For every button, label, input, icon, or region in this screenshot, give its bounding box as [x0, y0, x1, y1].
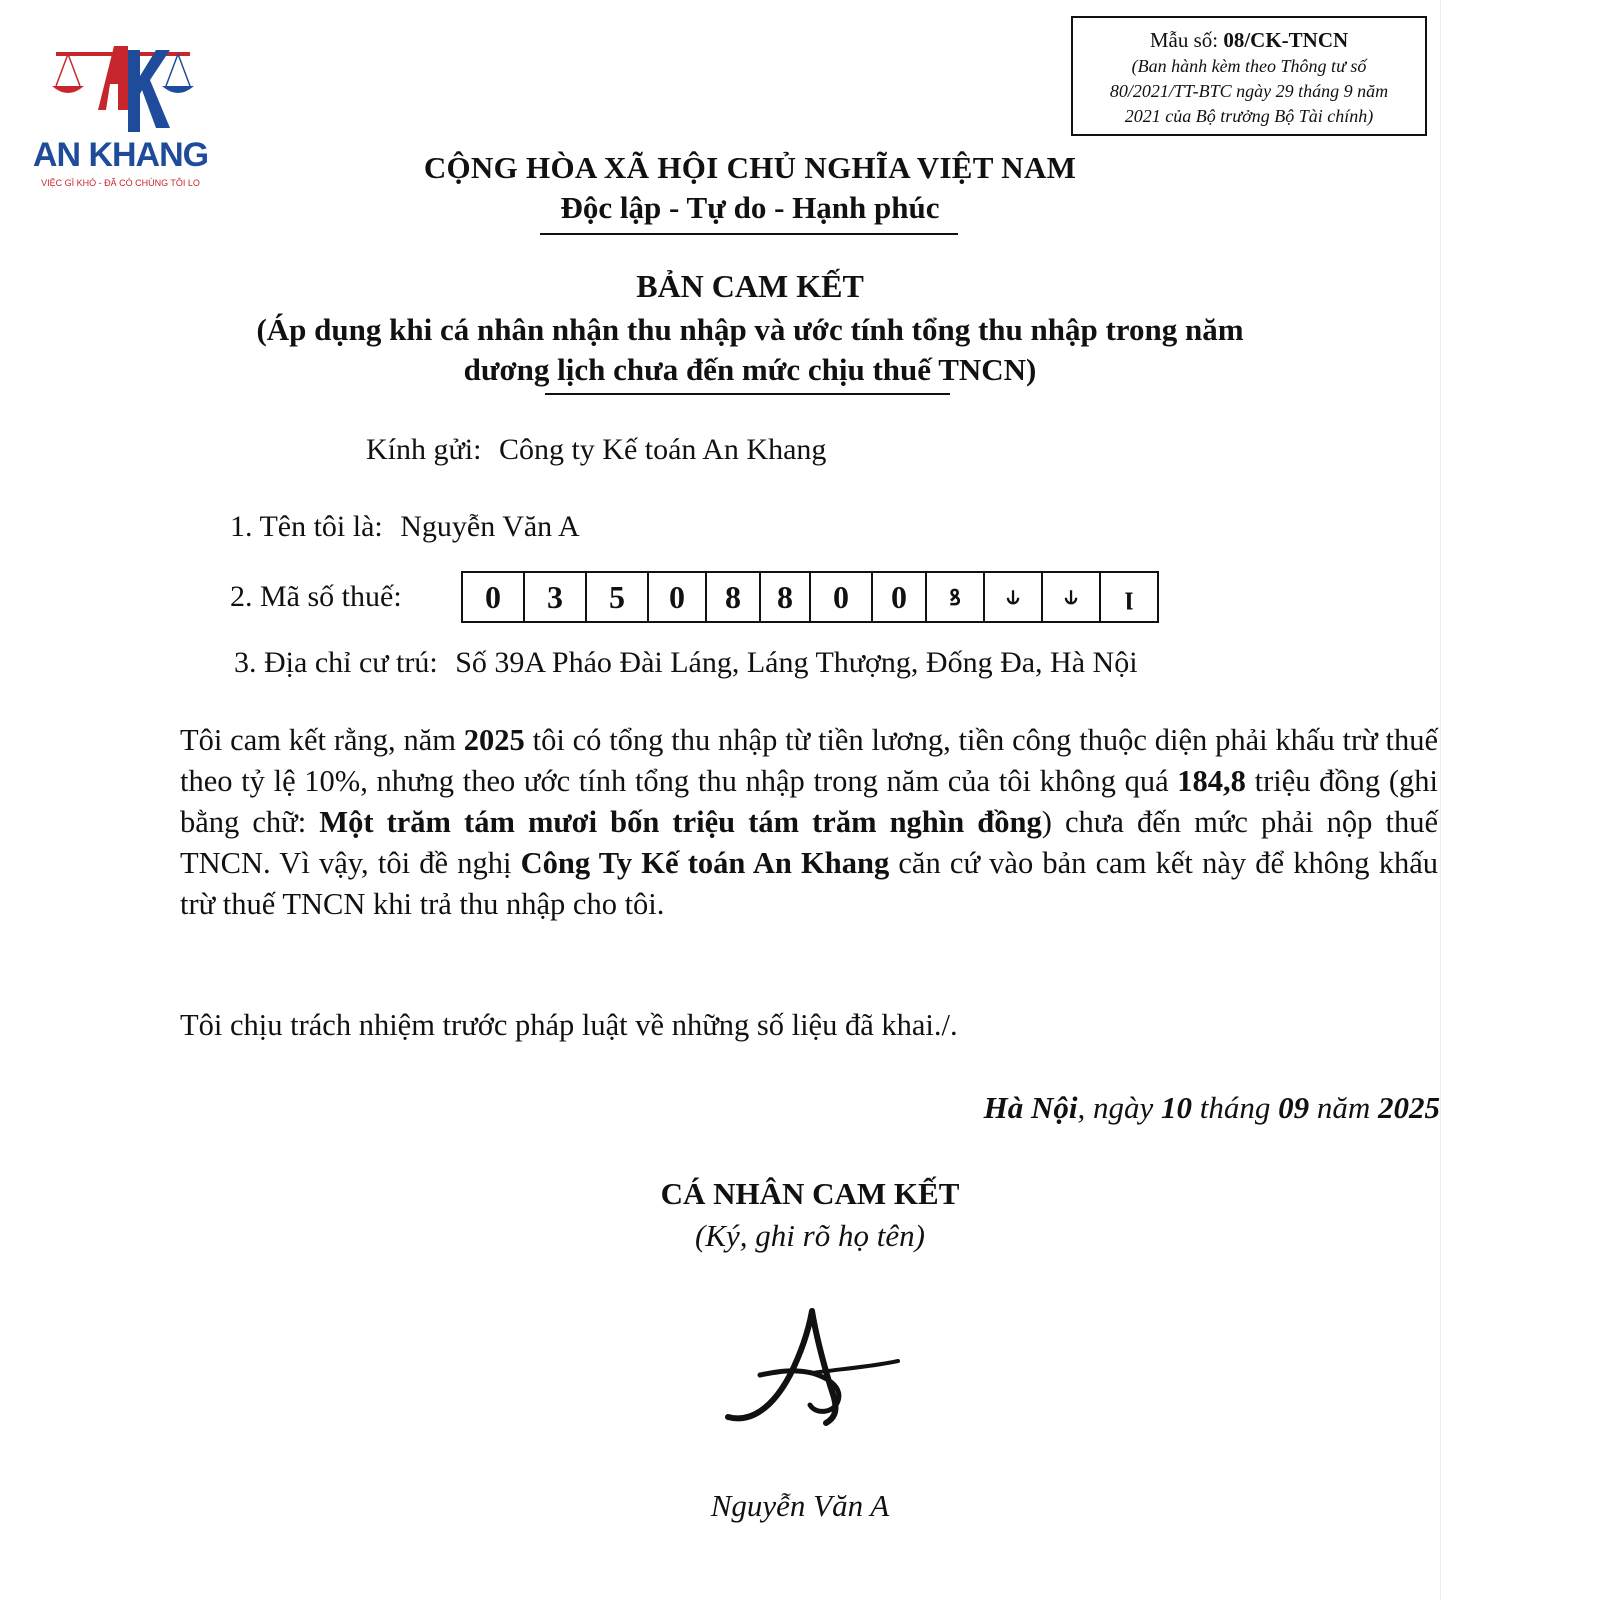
recipient-label: Kính gửi:: [366, 433, 482, 466]
address-row: [234, 646, 1138, 680]
motto-underline: [540, 233, 958, 235]
tax-digit-box: ꞁ: [1124, 584, 1134, 609]
tax-digit-box: 8: [761, 573, 811, 621]
form-number-label: Mẫu số:: [1149, 28, 1219, 52]
date-text-1: , ngày: [1077, 1090, 1161, 1125]
subtitle-underline: [545, 393, 950, 395]
commitment-paragraph: [180, 720, 1438, 925]
address-value: Số 39A Pháo Đài Láng, Láng Thượng, Đống Đa, Hà Nội: [455, 646, 1138, 679]
date-place: Hà Nội: [983, 1090, 1078, 1125]
name-label: 1. Tên tôi là:: [230, 510, 383, 543]
commitment-year: 2025: [463, 723, 525, 757]
tax-digit-box: 8: [707, 573, 761, 621]
recipient-value: Công ty Kế toán An Khang: [498, 433, 827, 466]
commitment-company: Công Ty Kế toán An Khang: [520, 846, 890, 880]
motto: Độc lập - Tự do - Hạnh phúc: [560, 190, 940, 225]
tax-digit-box: 0: [463, 573, 525, 621]
commitment-text-1: Tôi cam kết rằng, năm: [180, 723, 464, 757]
tax-digit-box: 0: [873, 573, 927, 621]
closing-statement: Tôi chịu trách nhiệm trước pháp luật về những số liệu đã khai./.: [180, 1008, 958, 1042]
form-note-line-2: 80/2021/TT-BTC ngày 29 tháng 9 năm: [1109, 81, 1389, 101]
tax-digit-box: 3: [525, 573, 587, 621]
date-text-2: tháng: [1191, 1090, 1279, 1125]
recipient-row: [366, 433, 826, 467]
tax-code-boxes: [461, 571, 1159, 623]
date-text-3: năm: [1309, 1090, 1378, 1125]
subtitle-line-1: (Áp dụng khi cá nhân nhận thu nhập và ước tính tổng thu nhập trong năm: [256, 312, 1244, 347]
tax-code-label: 2. Mã số thuế:: [230, 580, 402, 613]
commitment-text-4: ) chưa đến mức phải nộp thuế TNCN. Vì vậy, tôi đề nghị: [180, 805, 1438, 880]
commitment-text-2: tôi có tổng thu nhập từ tiền lương, tiền công thuộc diện phải khấu trừ thuế theo tỷ lệ 10%, nhưng theo ước tính tổng thu nhập trong năm của tôi không quá: [180, 723, 1438, 798]
name-value: Nguyễn Văn A: [400, 510, 580, 543]
commitment-amount: 184,8: [1177, 764, 1246, 798]
logo-tagline: VIỆC GÌ KHÓ - ĐÃ CÓ CHÚNG TÔI LO: [41, 178, 200, 188]
form-number: [1073, 27, 1425, 54]
commitment-text-5: căn cứ vào bản cam kết này để không khấu trừ thuế TNCN khi trả thu nhập cho tôi.: [180, 846, 1438, 921]
signature-note: (Ký, ghi rõ họ tên): [695, 1218, 925, 1253]
tax-digit-box: ꝸ: [927, 573, 985, 621]
commitment-amount-words: Một trăm tám mươi bốn triệu tám trăm nghìn đồng: [319, 805, 1042, 839]
address-label: 3. Địa chỉ cư trú:: [234, 646, 438, 679]
document-title: BẢN CAM KẾT: [636, 268, 864, 304]
form-number-box: [1071, 16, 1427, 136]
name-row: [230, 510, 580, 544]
date-month: 09: [1278, 1090, 1310, 1125]
handwritten-signature: [720, 1305, 910, 1445]
date-year: 2025: [1378, 1090, 1440, 1125]
tax-digit-box: ⫝: [985, 573, 1043, 621]
date-day: 10: [1160, 1090, 1192, 1125]
commitment-text-3: triệu đồng (ghi bằng chữ:: [180, 764, 1438, 839]
scales-a-k-icon: [48, 40, 198, 135]
tax-digit-box: 0: [649, 573, 707, 621]
document-subtitle: [180, 310, 1320, 390]
nation-heading: CỘNG HÒA XÃ HỘI CHỦ NGHĨA VIỆT NAM: [423, 150, 1077, 185]
tax-digit-box: 0: [811, 573, 873, 621]
form-number-code: 08/CK-TNCN: [1223, 28, 1349, 52]
page-edge: [1440, 0, 1441, 1600]
tax-code-row: [230, 580, 402, 614]
signer-name: Nguyễn Văn A: [710, 1488, 890, 1523]
logo-wordmark: AN KHANG: [32, 136, 209, 174]
company-logo: [18, 40, 223, 200]
date-line: [984, 1090, 1440, 1126]
form-note-line-1: (Ban hành kèm theo Thông tư số: [1131, 56, 1367, 76]
signature-title: CÁ NHÂN CAM KẾT: [660, 1176, 960, 1211]
subtitle-line-2: dương lịch chưa đến mức chịu thuế TNCN): [463, 352, 1037, 387]
tax-digit-box: 5: [587, 573, 649, 621]
form-note-line-3: 2021 của Bộ trưởng Bộ Tài chính): [1124, 106, 1374, 126]
tax-digit-box: ⫝: [1043, 573, 1101, 621]
